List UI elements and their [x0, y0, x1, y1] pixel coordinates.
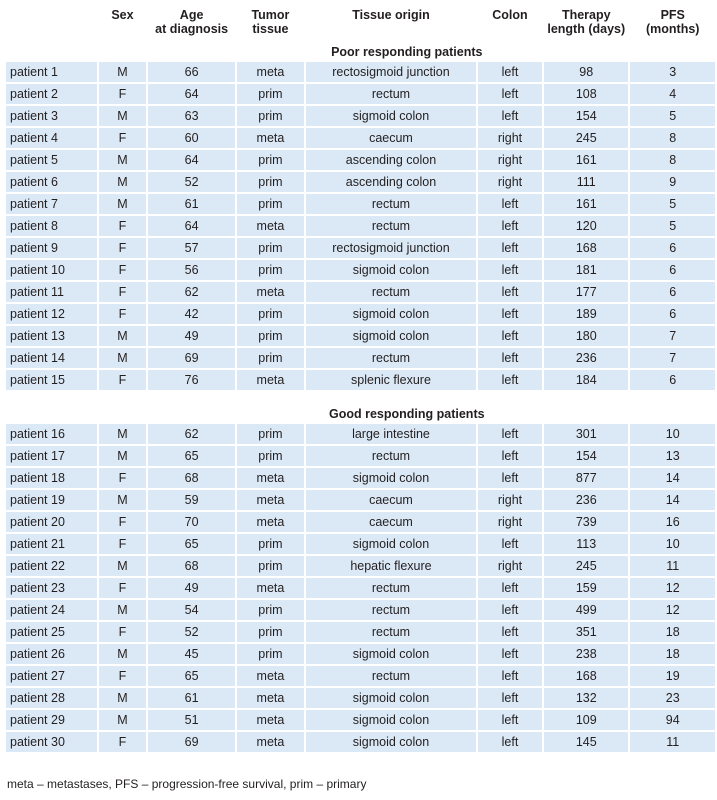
tumor-tissue-cell: prim — [237, 622, 304, 642]
header-therapy-length: Therapy length (days) — [547, 8, 626, 36]
sex-cell: F — [99, 216, 147, 236]
tissue-origin-cell: rectum — [306, 578, 476, 598]
colon-cell: left — [478, 578, 542, 598]
pfs-cell: 6 — [630, 260, 715, 280]
pfs-cell: 7 — [630, 326, 715, 346]
pfs-cell: 16 — [630, 512, 715, 532]
section-header-row — [6, 406, 715, 422]
tumor-tissue-cell: meta — [237, 282, 304, 302]
table-row — [6, 710, 715, 730]
table-row — [6, 732, 715, 752]
therapy-length-cell: 238 — [544, 644, 628, 664]
table-row — [6, 216, 715, 236]
pfs-cell: 5 — [630, 194, 715, 214]
age-cell: 45 — [148, 644, 234, 664]
tumor-tissue-cell: prim — [237, 172, 304, 192]
table-row — [6, 468, 715, 488]
tumor-tissue-cell: prim — [237, 556, 304, 576]
sex-cell: F — [99, 732, 147, 752]
table-row — [6, 128, 715, 148]
table-row — [6, 106, 715, 126]
colon-cell: right — [478, 128, 542, 148]
colon-cell: left — [478, 260, 542, 280]
tumor-tissue-cell: meta — [237, 512, 304, 532]
table-row — [6, 490, 715, 510]
tissue-origin-cell: sigmoid colon — [306, 106, 476, 126]
table-row — [6, 424, 715, 444]
age-cell: 60 — [148, 128, 234, 148]
pfs-cell: 18 — [630, 622, 715, 642]
table-row — [6, 62, 715, 82]
age-cell: 69 — [148, 348, 234, 368]
therapy-length-cell: 132 — [544, 688, 628, 708]
patient-cell: patient 11 — [6, 282, 97, 302]
pfs-cell: 12 — [630, 578, 715, 598]
therapy-length-cell: 120 — [544, 216, 628, 236]
colon-cell: right — [478, 150, 542, 170]
age-cell: 62 — [148, 282, 234, 302]
sex-cell: M — [99, 688, 147, 708]
therapy-length-cell: 168 — [544, 666, 628, 686]
therapy-length-cell: 108 — [544, 84, 628, 104]
age-cell: 61 — [148, 688, 234, 708]
sex-cell: M — [99, 490, 147, 510]
patient-table — [4, 6, 717, 754]
colon-cell: left — [478, 446, 542, 466]
sex-cell: F — [99, 370, 147, 390]
tumor-tissue-cell: prim — [237, 600, 304, 620]
therapy-length-cell: 154 — [544, 446, 628, 466]
table-row — [6, 150, 715, 170]
pfs-cell: 10 — [630, 424, 715, 444]
sex-cell: F — [99, 128, 147, 148]
tissue-origin-cell: rectosigmoid junction — [306, 238, 476, 258]
patient-cell: patient 15 — [6, 370, 97, 390]
tumor-tissue-cell: meta — [237, 128, 304, 148]
sex-cell: M — [99, 424, 147, 444]
tissue-origin-cell: ascending colon — [306, 150, 476, 170]
pfs-cell: 3 — [630, 62, 715, 82]
age-cell: 61 — [148, 194, 234, 214]
table-row — [6, 194, 715, 214]
section-spacer — [6, 392, 715, 404]
colon-cell: left — [478, 424, 542, 444]
sex-cell: F — [99, 622, 147, 642]
pfs-cell: 14 — [630, 468, 715, 488]
therapy-length-cell: 113 — [544, 534, 628, 554]
patient-cell: patient 19 — [6, 490, 97, 510]
sex-cell: M — [99, 172, 147, 192]
patient-cell: patient 6 — [6, 172, 97, 192]
tissue-origin-cell: sigmoid colon — [306, 644, 476, 664]
therapy-length-cell: 98 — [544, 62, 628, 82]
sex-cell: M — [99, 62, 147, 82]
sex-cell: F — [99, 282, 147, 302]
tissue-origin-cell: rectum — [306, 348, 476, 368]
age-cell: 63 — [148, 106, 234, 126]
sex-cell: M — [99, 106, 147, 126]
colon-cell: left — [478, 468, 542, 488]
colon-cell: left — [478, 106, 542, 126]
patient-cell: patient 16 — [6, 424, 97, 444]
header-colon: Colon — [492, 8, 528, 22]
therapy-length-cell: 245 — [544, 556, 628, 576]
sex-cell: F — [99, 534, 147, 554]
patient-cell: patient 7 — [6, 194, 97, 214]
colon-cell: right — [478, 512, 542, 532]
table-row — [6, 512, 715, 532]
patient-cell: patient 14 — [6, 348, 97, 368]
colon-cell: left — [478, 600, 542, 620]
therapy-length-cell: 245 — [544, 128, 628, 148]
therapy-length-cell: 145 — [544, 732, 628, 752]
table-row — [6, 326, 715, 346]
pfs-cell: 5 — [630, 106, 715, 126]
patient-cell: patient 13 — [6, 326, 97, 346]
age-cell: 66 — [148, 62, 234, 82]
tumor-tissue-cell: meta — [237, 490, 304, 510]
tissue-origin-cell: splenic flexure — [306, 370, 476, 390]
tumor-tissue-cell: prim — [237, 106, 304, 126]
pfs-cell: 10 — [630, 534, 715, 554]
table-row — [6, 600, 715, 620]
table-row — [6, 688, 715, 708]
pfs-cell: 6 — [630, 304, 715, 324]
therapy-length-cell: 189 — [544, 304, 628, 324]
colon-cell: left — [478, 710, 542, 730]
age-cell: 68 — [148, 556, 234, 576]
tissue-origin-cell: rectum — [306, 84, 476, 104]
age-cell: 49 — [148, 578, 234, 598]
colon-cell: left — [478, 666, 542, 686]
pfs-cell: 4 — [630, 84, 715, 104]
table-row — [6, 666, 715, 686]
sex-cell: F — [99, 666, 147, 686]
therapy-length-cell: 499 — [544, 600, 628, 620]
colon-cell: right — [478, 172, 542, 192]
therapy-length-cell: 739 — [544, 512, 628, 532]
colon-cell: left — [478, 688, 542, 708]
sex-cell: M — [99, 194, 147, 214]
header-age: Age at diagnosis — [155, 8, 229, 36]
age-cell: 64 — [148, 216, 234, 236]
tumor-tissue-cell: prim — [237, 446, 304, 466]
therapy-length-cell: 180 — [544, 326, 628, 346]
pfs-cell: 18 — [630, 644, 715, 664]
pfs-cell: 11 — [630, 732, 715, 752]
section-blank-cell — [6, 406, 97, 422]
colon-cell: left — [478, 622, 542, 642]
pfs-cell: 6 — [630, 238, 715, 258]
tissue-origin-cell: ascending colon — [306, 172, 476, 192]
therapy-length-cell: 161 — [544, 150, 628, 170]
patient-cell: patient 23 — [6, 578, 97, 598]
age-cell: 52 — [148, 172, 234, 192]
therapy-length-cell: 236 — [544, 490, 628, 510]
sex-cell: F — [99, 238, 147, 258]
tissue-origin-cell: hepatic flexure — [306, 556, 476, 576]
therapy-length-cell: 154 — [544, 106, 628, 126]
table-row — [6, 644, 715, 664]
tissue-origin-cell: sigmoid colon — [306, 468, 476, 488]
sex-cell: F — [99, 260, 147, 280]
sex-cell: M — [99, 644, 147, 664]
patient-cell: patient 2 — [6, 84, 97, 104]
age-cell: 54 — [148, 600, 234, 620]
sex-cell: M — [99, 600, 147, 620]
patient-cell: patient 17 — [6, 446, 97, 466]
patient-cell: patient 27 — [6, 666, 97, 686]
tumor-tissue-cell: meta — [237, 732, 304, 752]
tumor-tissue-cell: prim — [237, 644, 304, 664]
tissue-origin-cell: rectum — [306, 216, 476, 236]
tumor-tissue-cell: prim — [237, 260, 304, 280]
tissue-origin-cell: caecum — [306, 128, 476, 148]
age-cell: 57 — [148, 238, 234, 258]
table-row — [6, 260, 715, 280]
sex-cell: F — [99, 468, 147, 488]
sex-cell: F — [99, 304, 147, 324]
pfs-cell: 12 — [630, 600, 715, 620]
patient-cell: patient 5 — [6, 150, 97, 170]
colon-cell: left — [478, 348, 542, 368]
colon-cell: right — [478, 490, 542, 510]
tumor-tissue-cell: prim — [237, 150, 304, 170]
age-cell: 42 — [148, 304, 234, 324]
patient-cell: patient 21 — [6, 534, 97, 554]
sex-cell: M — [99, 710, 147, 730]
pfs-cell: 13 — [630, 446, 715, 466]
tumor-tissue-cell: meta — [237, 370, 304, 390]
tissue-origin-cell: sigmoid colon — [306, 688, 476, 708]
table-row — [6, 282, 715, 302]
pfs-cell: 6 — [630, 370, 715, 390]
patient-cell: patient 1 — [6, 62, 97, 82]
age-cell: 64 — [148, 84, 234, 104]
tissue-origin-cell: rectosigmoid junction — [306, 62, 476, 82]
tumor-tissue-cell: meta — [237, 710, 304, 730]
therapy-length-cell: 301 — [544, 424, 628, 444]
colon-cell: left — [478, 326, 542, 346]
table-body — [6, 44, 715, 752]
tissue-origin-cell: sigmoid colon — [306, 534, 476, 554]
age-cell: 49 — [148, 326, 234, 346]
age-cell: 65 — [148, 666, 234, 686]
patient-cell: patient 28 — [6, 688, 97, 708]
pfs-cell: 23 — [630, 688, 715, 708]
tumor-tissue-cell: meta — [237, 62, 304, 82]
header-tissue-origin: Tissue origin — [352, 8, 430, 22]
therapy-length-cell: 351 — [544, 622, 628, 642]
colon-cell: left — [478, 534, 542, 554]
table-row — [6, 348, 715, 368]
patient-cell: patient 20 — [6, 512, 97, 532]
tumor-tissue-cell: prim — [237, 194, 304, 214]
header-pfs: PFS (months) — [646, 8, 700, 36]
patient-cell: patient 8 — [6, 216, 97, 236]
table-row — [6, 238, 715, 258]
sex-cell: M — [99, 446, 147, 466]
spacer-cell — [6, 392, 715, 404]
colon-cell: left — [478, 84, 542, 104]
tissue-origin-cell: sigmoid colon — [306, 326, 476, 346]
patient-cell: patient 26 — [6, 644, 97, 664]
patient-cell: patient 18 — [6, 468, 97, 488]
patient-cell: patient 4 — [6, 128, 97, 148]
tumor-tissue-cell: meta — [237, 578, 304, 598]
patient-cell: patient 24 — [6, 600, 97, 620]
tissue-origin-cell: caecum — [306, 490, 476, 510]
sex-cell: F — [99, 84, 147, 104]
tissue-origin-cell: sigmoid colon — [306, 304, 476, 324]
tumor-tissue-cell: prim — [237, 424, 304, 444]
tissue-origin-cell: sigmoid colon — [306, 732, 476, 752]
age-cell: 64 — [148, 150, 234, 170]
tissue-origin-cell: sigmoid colon — [306, 260, 476, 280]
table-row — [6, 172, 715, 192]
header-row — [6, 8, 715, 42]
pfs-cell: 5 — [630, 216, 715, 236]
table-row — [6, 446, 715, 466]
colon-cell: left — [478, 732, 542, 752]
header-sex: Sex — [111, 8, 134, 22]
tissue-origin-cell: rectum — [306, 600, 476, 620]
colon-cell: left — [478, 238, 542, 258]
table-row — [6, 370, 715, 390]
therapy-length-cell: 236 — [544, 348, 628, 368]
table-row — [6, 84, 715, 104]
colon-cell: left — [478, 282, 542, 302]
sex-cell: M — [99, 348, 147, 368]
tissue-origin-cell: rectum — [306, 446, 476, 466]
pfs-cell: 8 — [630, 128, 715, 148]
patient-cell: patient 25 — [6, 622, 97, 642]
tumor-tissue-cell: prim — [237, 84, 304, 104]
colon-cell: left — [478, 194, 542, 214]
colon-cell: left — [478, 370, 542, 390]
tumor-tissue-cell: prim — [237, 238, 304, 258]
therapy-length-cell: 177 — [544, 282, 628, 302]
pfs-cell: 11 — [630, 556, 715, 576]
age-cell: 69 — [148, 732, 234, 752]
patient-cell: patient 29 — [6, 710, 97, 730]
colon-cell: left — [478, 304, 542, 324]
patient-cell: patient 3 — [6, 106, 97, 126]
therapy-length-cell: 168 — [544, 238, 628, 258]
therapy-length-cell: 184 — [544, 370, 628, 390]
header-patient — [6, 8, 97, 42]
tissue-origin-cell: sigmoid colon — [306, 710, 476, 730]
colon-cell: right — [478, 556, 542, 576]
patient-cell: patient 22 — [6, 556, 97, 576]
pfs-cell: 9 — [630, 172, 715, 192]
age-cell: 59 — [148, 490, 234, 510]
age-cell: 65 — [148, 446, 234, 466]
table-row — [6, 622, 715, 642]
therapy-length-cell: 181 — [544, 260, 628, 280]
tumor-tissue-cell: prim — [237, 326, 304, 346]
age-cell: 62 — [148, 424, 234, 444]
therapy-length-cell: 109 — [544, 710, 628, 730]
tumor-tissue-cell: prim — [237, 304, 304, 324]
age-cell: 51 — [148, 710, 234, 730]
table-row — [6, 534, 715, 554]
tumor-tissue-cell: prim — [237, 348, 304, 368]
tissue-origin-cell: large intestine — [306, 424, 476, 444]
section-blank-cell — [6, 44, 97, 60]
colon-cell: left — [478, 644, 542, 664]
tissue-origin-cell: caecum — [306, 512, 476, 532]
table-row — [6, 556, 715, 576]
table-row — [6, 578, 715, 598]
sex-cell: F — [99, 578, 147, 598]
tissue-origin-cell: rectum — [306, 194, 476, 214]
section-header-row — [6, 44, 715, 60]
therapy-length-cell: 159 — [544, 578, 628, 598]
sex-cell: M — [99, 326, 147, 346]
pfs-cell: 8 — [630, 150, 715, 170]
tumor-tissue-cell: meta — [237, 688, 304, 708]
pfs-cell: 94 — [630, 710, 715, 730]
patient-cell: patient 30 — [6, 732, 97, 752]
sex-cell: M — [99, 556, 147, 576]
section-title: Poor responding patients — [331, 45, 483, 59]
tissue-origin-cell: rectum — [306, 622, 476, 642]
therapy-length-cell: 161 — [544, 194, 628, 214]
colon-cell: left — [478, 216, 542, 236]
tissue-origin-cell: rectum — [306, 282, 476, 302]
tumor-tissue-cell: meta — [237, 666, 304, 686]
tumor-tissue-cell: meta — [237, 468, 304, 488]
sex-cell: M — [99, 150, 147, 170]
section-title: Good responding patients — [329, 407, 485, 421]
table-row — [6, 304, 715, 324]
age-cell: 76 — [148, 370, 234, 390]
patient-cell: patient 10 — [6, 260, 97, 280]
tumor-tissue-cell: meta — [237, 216, 304, 236]
tumor-tissue-cell: prim — [237, 534, 304, 554]
colon-cell: left — [478, 62, 542, 82]
pfs-cell: 19 — [630, 666, 715, 686]
sex-cell: F — [99, 512, 147, 532]
tissue-origin-cell: rectum — [306, 666, 476, 686]
therapy-length-cell: 111 — [544, 172, 628, 192]
age-cell: 52 — [148, 622, 234, 642]
age-cell: 70 — [148, 512, 234, 532]
pfs-cell: 6 — [630, 282, 715, 302]
pfs-cell: 14 — [630, 490, 715, 510]
patient-cell: patient 12 — [6, 304, 97, 324]
footnote: meta – metastases, PFS – progression-free survival, prim – primary — [7, 777, 367, 791]
age-cell: 56 — [148, 260, 234, 280]
header-tumor-tissue: Tumor tissue — [251, 8, 290, 36]
age-cell: 65 — [148, 534, 234, 554]
patient-cell: patient 9 — [6, 238, 97, 258]
pfs-cell: 7 — [630, 348, 715, 368]
age-cell: 68 — [148, 468, 234, 488]
therapy-length-cell: 877 — [544, 468, 628, 488]
